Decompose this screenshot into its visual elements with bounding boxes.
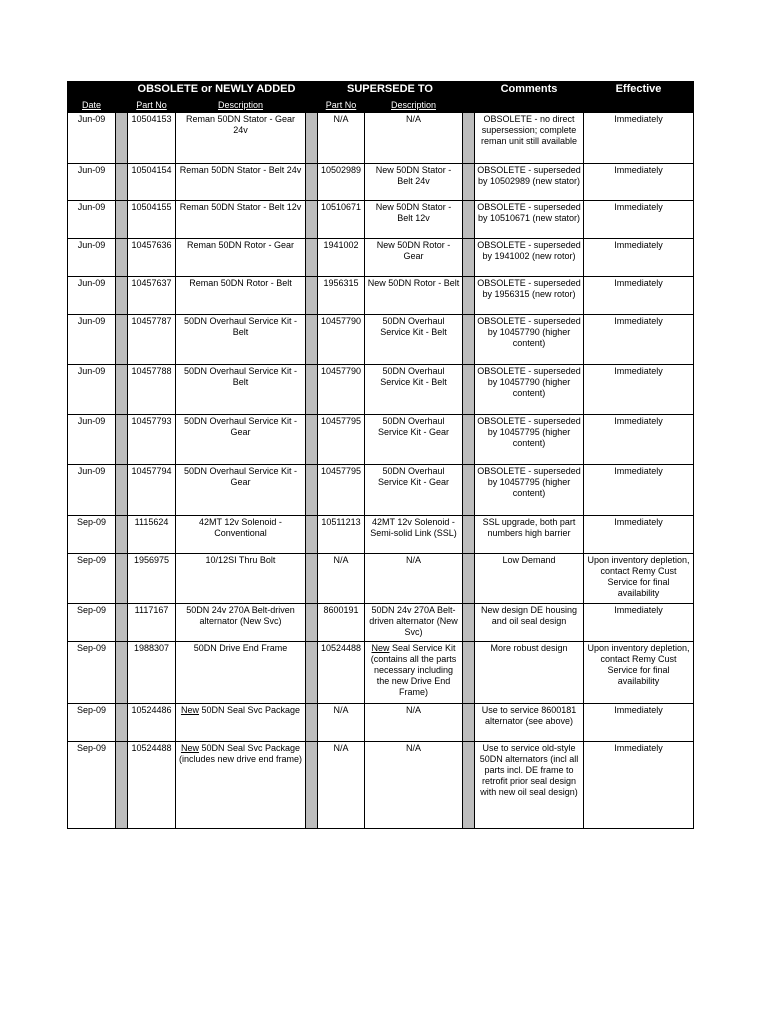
column-gap [463,604,475,642]
description-text: 50DN Seal Svc Package [198,705,301,715]
header-obsolete-group: OBSOLETE or NEWLY ADDED [128,82,306,98]
table-row [68,604,694,642]
cell-comments: OBSOLETE - superseded by 10457795 (higher content) [475,415,584,465]
column-gap [116,465,128,516]
cell-new-part-no: 10457795 [318,415,365,465]
cell-old-description: 50DN Overhaul Service Kit - Gear [176,415,306,465]
cell-old-description: 50DN Overhaul Service Kit - Belt [176,315,306,365]
cell-new-part-no: N/A [318,742,365,829]
supersession-table [67,81,694,829]
table-row [68,742,694,829]
cell-old-part-no: 10457787 [128,315,176,365]
cell-new-description: N/A [365,113,463,164]
description-text: Seal Service Kit (contains all the parts necessary including the new Drive End Frame) [370,643,457,697]
table-row [68,516,694,554]
table-row [68,239,694,277]
cell-comments: SSL upgrade, both part numbers high barrier [475,516,584,554]
cell-old-part-no: 10457794 [128,465,176,516]
cell-new-description: 50DN Overhaul Service Kit - Gear [365,465,463,516]
cell-effective: Immediately [584,113,694,164]
cell-old-description: Reman 50DN Stator - Belt 24v [176,164,306,201]
cell-old-part-no: 1988307 [128,642,176,704]
cell-comments: OBSOLETE - superseded by 1941002 (new rotor) [475,239,584,277]
cell-new-description: 42MT 12v Solenoid - Semi-solid Link (SSL) [365,516,463,554]
column-gap [306,98,318,113]
new-marker: New [180,743,199,753]
cell-comments: OBSOLETE - superseded by 10510671 (new stator) [475,201,584,239]
cell-old-part-no: 10457637 [128,277,176,315]
column-gap [116,98,128,113]
cell-new-description: New 50DN Rotor - Gear [365,239,463,277]
cell-old-description: Reman 50DN Stator - Gear 24v [176,113,306,164]
cell-date: Jun-09 [68,113,116,164]
column-gap [116,554,128,604]
header-row-groups [68,82,694,98]
column-gap [306,113,318,164]
column-gap [306,239,318,277]
cell-new-part-no: 10502989 [318,164,365,201]
cell-comments: OBSOLETE - superseded by 1956315 (new rotor) [475,277,584,315]
column-gap [306,704,318,742]
cell-comments: OBSOLETE - superseded by 10457795 (higher content) [475,465,584,516]
column-gap [306,516,318,554]
cell-old-description: 10/12SI Thru Bolt [176,554,306,604]
cell-effective: Upon inventory depletion, contact Remy Cust Service for final availability [584,642,694,704]
column-gap [463,98,475,113]
column-gap [306,201,318,239]
header-date: Date [68,98,116,113]
column-gap [306,554,318,604]
cell-date: Jun-09 [68,164,116,201]
column-gap [116,365,128,415]
cell-old-part-no: 1115624 [128,516,176,554]
cell-old-description: Reman 50DN Rotor - Gear [176,239,306,277]
cell-effective: Immediately [584,277,694,315]
table-row [68,415,694,465]
column-gap [306,642,318,704]
column-gap [116,164,128,201]
header-supersede-group: SUPERSEDE TO [318,82,463,98]
column-gap [116,516,128,554]
column-gap [306,82,318,98]
cell-new-part-no: 10457795 [318,465,365,516]
cell-new-description: N/A [365,704,463,742]
column-gap [306,365,318,415]
cell-new-part-no: 10511213 [318,516,365,554]
cell-old-part-no: 10504155 [128,201,176,239]
cell-date: Jun-09 [68,315,116,365]
header-part-no-new: Part No [318,98,365,113]
cell-old-part-no: 10457793 [128,415,176,465]
cell-new-description: New 50DN Stator - Belt 24v [365,164,463,201]
header-part-no: Part No [128,98,176,113]
cell-old-part-no: 1117167 [128,604,176,642]
column-gap [463,642,475,704]
column-gap [116,315,128,365]
cell-new-description: New 50DN Stator - Belt 12v [365,201,463,239]
column-gap [463,465,475,516]
table-row [68,113,694,164]
cell-new-part-no: N/A [318,554,365,604]
cell-effective: Immediately [584,239,694,277]
column-gap [116,742,128,829]
column-gap [116,239,128,277]
column-gap [463,554,475,604]
cell-comments: OBSOLETE - superseded by 10457790 (higher content) [475,365,584,415]
column-gap [306,415,318,465]
cell-date: Jun-09 [68,415,116,465]
header-description-new: Description [365,98,463,113]
table-row [68,277,694,315]
cell-comments: OBSOLETE - no direct supersession; complete reman unit still available [475,113,584,164]
cell-new-description: 50DN Overhaul Service Kit - Belt [365,315,463,365]
cell-old-part-no: 1956975 [128,554,176,604]
table-row [68,315,694,365]
cell-date: Sep-09 [68,554,116,604]
cell-effective: Immediately [584,164,694,201]
cell-new-part-no: 10457790 [318,365,365,415]
table-row [68,554,694,604]
header-effective: Effective [584,82,694,113]
cell-new-part-no: 1941002 [318,239,365,277]
cell-new-part-no: 10524488 [318,642,365,704]
cell-effective: Immediately [584,315,694,365]
cell-new-part-no: 10510671 [318,201,365,239]
column-gap [463,82,475,98]
cell-old-part-no: 10504153 [128,113,176,164]
cell-new-description: N/A [365,742,463,829]
cell-date: Jun-09 [68,277,116,315]
column-gap [463,239,475,277]
cell-new-part-no: N/A [318,113,365,164]
cell-effective: Immediately [584,604,694,642]
header-blank [68,82,116,98]
table-row [68,164,694,201]
cell-date: Sep-09 [68,516,116,554]
cell-old-description: Reman 50DN Rotor - Belt [176,277,306,315]
cell-effective: Upon inventory depletion, contact Remy Cust Service for final availability [584,554,694,604]
cell-effective: Immediately [584,704,694,742]
column-gap [463,113,475,164]
cell-old-description: 42MT 12v Solenoid - Conventional [176,516,306,554]
cell-new-part-no: N/A [318,704,365,742]
column-gap [306,742,318,829]
cell-old-description [176,704,306,742]
column-gap [116,415,128,465]
table-row [68,365,694,415]
column-gap [463,516,475,554]
cell-effective: Immediately [584,742,694,829]
cell-date: Jun-09 [68,365,116,415]
cell-effective: Immediately [584,201,694,239]
table-row [68,465,694,516]
column-gap [463,201,475,239]
column-gap [463,365,475,415]
table-row [68,704,694,742]
cell-old-description: 50DN Overhaul Service Kit - Belt [176,365,306,415]
cell-comments: Use to service old-style 50DN alternators (incl all parts incl. DE frame to retrofit prior seal design with new oil seal design) [475,742,584,829]
cell-effective: Immediately [584,415,694,465]
column-gap [463,415,475,465]
new-marker: New [371,643,390,653]
cell-effective: Immediately [584,365,694,415]
cell-date: Sep-09 [68,604,116,642]
cell-old-description [176,742,306,829]
cell-comments: Low Demand [475,554,584,604]
column-gap [463,277,475,315]
cell-new-part-no: 8600191 [318,604,365,642]
new-marker: New [180,705,199,715]
column-gap [306,315,318,365]
column-gap [116,642,128,704]
cell-date: Jun-09 [68,201,116,239]
table-row [68,642,694,704]
header-comments: Comments [475,82,584,113]
cell-new-part-no: 1956315 [318,277,365,315]
cell-date: Sep-09 [68,704,116,742]
cell-new-description: N/A [365,554,463,604]
description-text: 50DN Seal Svc Package (includes new drive end frame) [178,743,303,764]
cell-old-part-no: 10524486 [128,704,176,742]
cell-new-part-no: 10457790 [318,315,365,365]
cell-date: Sep-09 [68,742,116,829]
column-gap [463,164,475,201]
cell-date: Jun-09 [68,239,116,277]
cell-old-description: 50DN Overhaul Service Kit - Gear [176,465,306,516]
header-description: Description [176,98,306,113]
cell-comments: OBSOLETE - superseded by 10502989 (new stator) [475,164,584,201]
column-gap [463,704,475,742]
column-gap [463,315,475,365]
cell-comments: OBSOLETE - superseded by 10457790 (higher content) [475,315,584,365]
column-gap [306,604,318,642]
column-gap [116,704,128,742]
column-gap [116,277,128,315]
cell-comments: Use to service 8600181 alternator (see above) [475,704,584,742]
cell-date: Sep-09 [68,642,116,704]
cell-old-part-no: 10524488 [128,742,176,829]
cell-old-part-no: 10457788 [128,365,176,415]
cell-new-description [365,642,463,704]
table-row [68,201,694,239]
cell-comments: More robust design [475,642,584,704]
cell-old-part-no: 10504154 [128,164,176,201]
column-gap [116,201,128,239]
cell-effective: Immediately [584,465,694,516]
column-gap [306,164,318,201]
column-gap [116,604,128,642]
cell-new-description: New 50DN Rotor - Belt [365,277,463,315]
column-gap [116,82,128,98]
column-gap [306,465,318,516]
cell-new-description: 50DN 24v 270A Belt-driven alternator (New Svc) [365,604,463,642]
cell-date: Jun-09 [68,465,116,516]
column-gap [306,277,318,315]
cell-effective: Immediately [584,516,694,554]
cell-old-description: 50DN 24v 270A Belt-driven alternator (New Svc) [176,604,306,642]
column-gap [463,742,475,829]
cell-old-description: 50DN Drive End Frame [176,642,306,704]
cell-old-part-no: 10457636 [128,239,176,277]
cell-comments: New design DE housing and oil seal design [475,604,584,642]
cell-new-description: 50DN Overhaul Service Kit - Belt [365,365,463,415]
cell-old-description: Reman 50DN Stator - Belt 12v [176,201,306,239]
column-gap [116,113,128,164]
cell-new-description: 50DN Overhaul Service Kit - Gear [365,415,463,465]
